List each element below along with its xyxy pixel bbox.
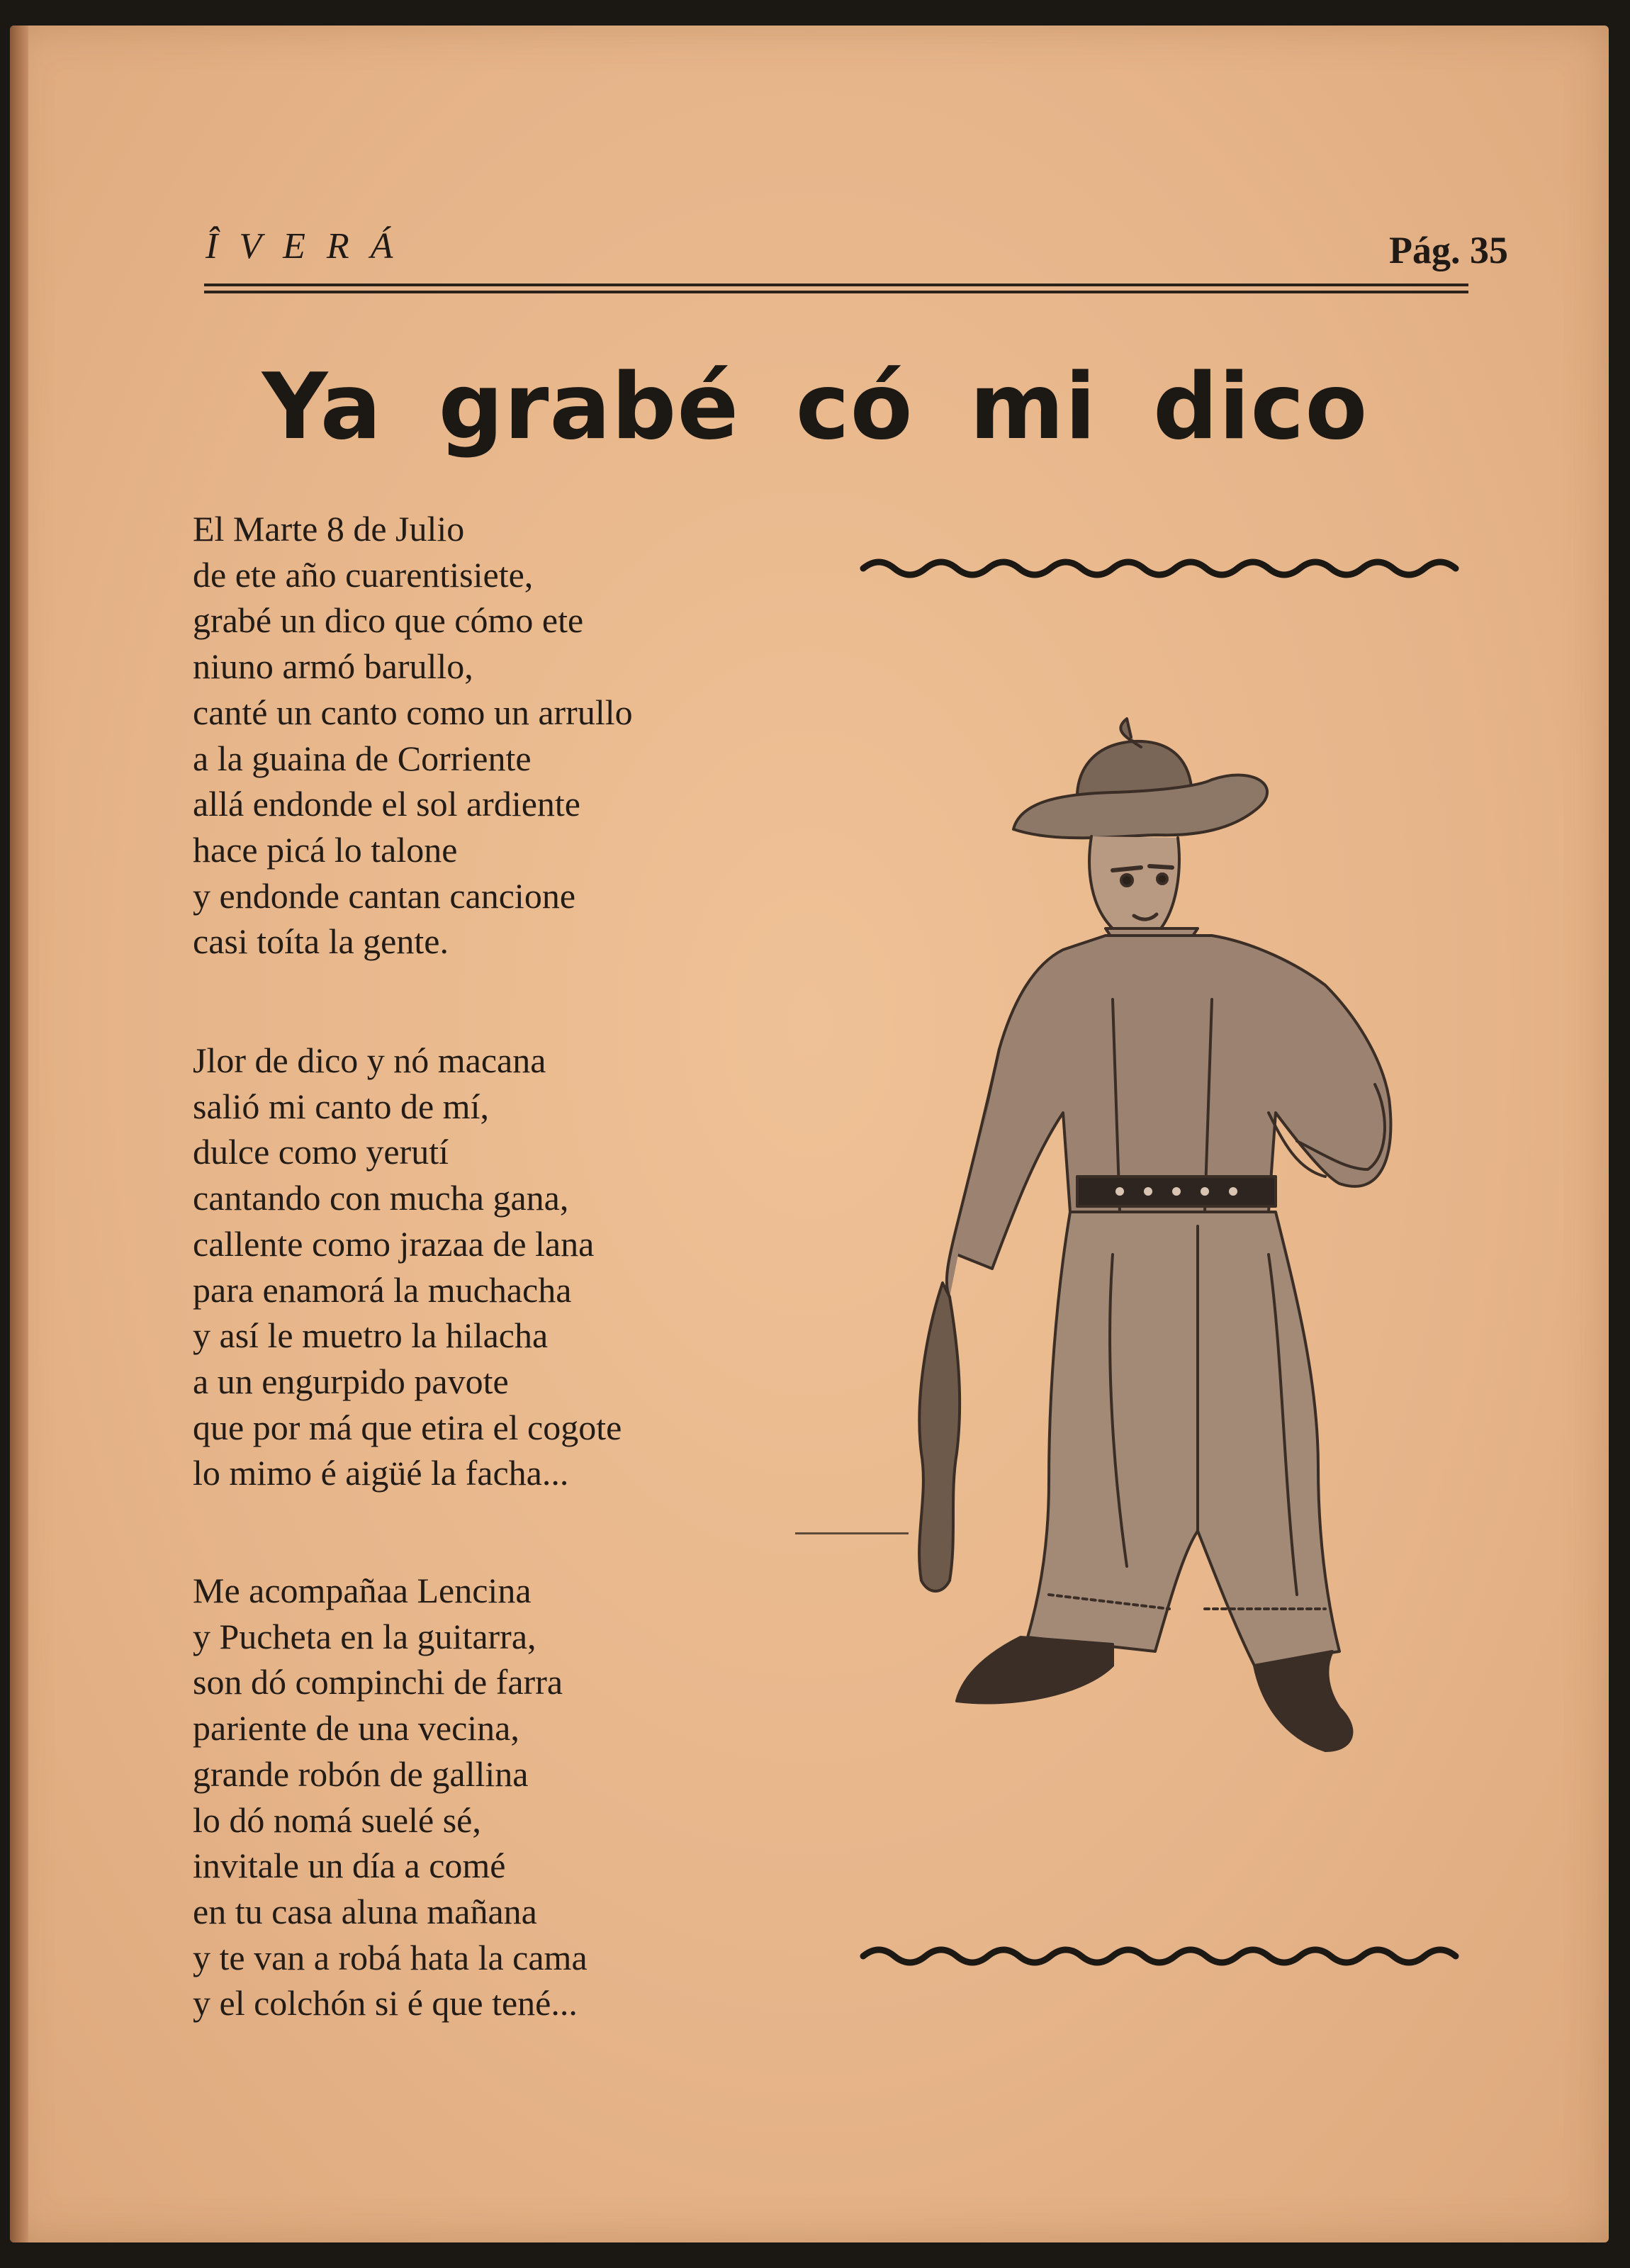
poem-line: para enamorá la muchacha [193,1269,572,1310]
poem-stanza-2 [193,1038,916,1496]
poem-line: hace picá lo talone [193,829,458,870]
poem-line: dulce como yerutí [193,1132,449,1172]
header-double-rule [204,284,1468,293]
poem-line: canté un canto como un arrullo [193,692,633,732]
poem-line: callente como jrazaa de lana [193,1223,595,1264]
poem-line: invitale un día a comé [193,1846,506,1886]
left-boot [957,1637,1113,1703]
poem-stanza-3 [193,1568,916,2026]
poem-line: a la guaina de Corriente [193,738,532,778]
rebenque-whip [919,1283,960,1591]
poem-line: de ete año cuarentisiete, [193,554,534,595]
gaucho-illustration [900,716,1439,1793]
poem-line: grande robón de gallina [193,1753,529,1794]
poem-line: pariente de una vecina, [193,1708,519,1748]
poem-line: y el colchón si é que tené... [193,1983,578,2023]
poem-line: lo mimo é aigüé la facha... [193,1453,569,1493]
poem-line: en tu casa aluna mañana [193,1891,537,1931]
poem-line: que por má que etira el cogote [193,1407,622,1447]
poem-line: casi toíta la gente. [193,921,449,962]
poem-line: y endonde cantan cancione [193,875,576,916]
wavy-divider-top [859,550,1468,585]
poem-line: cantando con mucha gana, [193,1178,569,1218]
poem-stanza-1 [193,506,916,965]
poem-line: niuno armó barullo, [193,646,473,687]
poem-line: y Pucheta en la guitarra, [193,1616,536,1656]
right-boot [1254,1651,1351,1751]
poem-line: salió mi canto de mí, [193,1086,489,1126]
poem-line: Jlor de dico y nó macana [193,1040,546,1080]
poem-line: son dó compinchi de farra [193,1662,563,1702]
margin-rule [795,1532,909,1534]
poem-line: Me acompañaa Lencina [193,1571,532,1610]
poem-line: allá endonde el sol ardiente [193,784,580,824]
magazine-title: ÎVERÁ [206,226,415,266]
poem-line: El Marte 8 de Julio [193,509,465,549]
poem-line: lo dó nomá suelé sé, [193,1800,481,1840]
poem-title: Ya grabé có mi dico [262,354,1368,460]
poem-line: grabé un dico que cómo ete [193,600,584,641]
poem-line: a un engurpido pavote [193,1361,509,1401]
wavy-divider-bottom [859,1938,1468,1973]
page-number: Pág. 35 [1389,229,1508,271]
face [1089,836,1179,938]
poem-line: y así le muetro la hilacha [193,1315,549,1356]
poem-line: y te van a robá hata la cama [193,1937,588,1977]
